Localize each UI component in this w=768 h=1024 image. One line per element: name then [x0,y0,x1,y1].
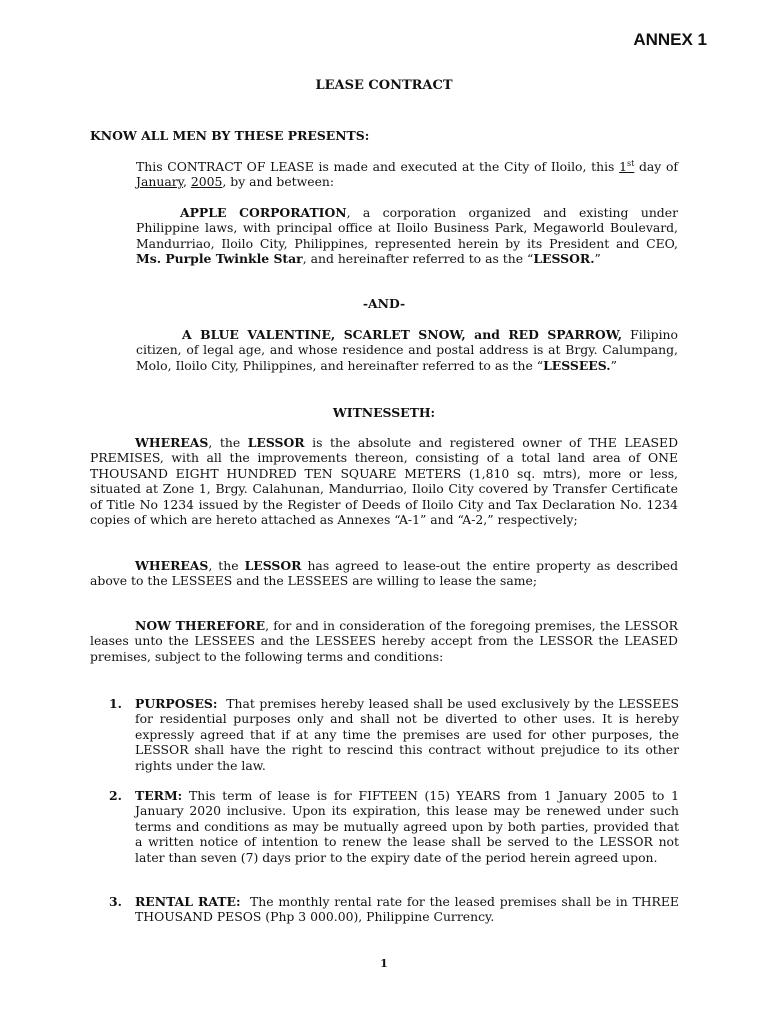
term-item-rental-rate [109,894,683,925]
whereas-paragraph-2: WHEREAS, the LESSOR has agreed to lease-out the entire property as described above to the LESSEES and the LESSEES are willing to lease the same; [90,558,679,589]
term-text: TERM: This term of lease is for FIFTEEN (15) YEARS from 1 January 2005 to 1 January 2020 inclusive. Upon its expiration, this lease may be renewed under such terms and conditions as may be mutually agreed upon by both parties, provided that a written notice of intention to renew the lease shall be served to the LESSOR not later than seven (7) days prior to the expiry date of the period herein agreed upon. [135,788,683,865]
term-number: 1. [109,696,122,711]
now-therefore-paragraph: NOW THEREFORE, for and in consideration of the foregoing premises, the LESSOR leases unto the LESSEES and the LESSEES hereby accept from the LESSOR the LEASED premises, subject to the following terms and conditions: [90,618,678,664]
term-text: PURPOSES: That premises hereby leased shall be used exclusively by the LESSEES for residential purposes only and shall not be diverted to other uses. It is hereby expressly agreed that if at any time the premises are used for other purposes, the LESSOR shall have the right to rescind this contract without prejudice to its other rights under the law. [135,696,683,773]
intro-heading: KNOW ALL MEN BY THESE PRESENTS: [90,128,370,143]
term-item-term [109,788,683,865]
annex-label: ANNEX 1 [633,30,707,49]
whereas-paragraph-1: WHEREAS, the LESSOR is the absolute and registered owner of THE LEASED PREMISES, with all the improvements thereon, consisting of a total land area of ONE THOUSAND EIGHT HUNDRED TEN SQUARE METERS (1,810 sq. mtrs), more or less, situated at Zone 1, Brgy. Calahunan, Mandurriao, Iloilo City covered by Transfer Certificate of Title No 1234 issued by the Register of Deeds of Iloilo City and Tax Declaration No. 1234 copies of which are hereto attached as Annexes “A-1” and “A-2,” respectively; [90,435,679,528]
lessees-paragraph: A BLUE VALENTINE, SCARLET SNOW, and RED SPARROW, Filipino citizen, of legal age, and whose residence and postal address is at Brgy. Calumpang, Molo, Iloilo City, Philippines, and hereinafter referred to as the “LESSEES.” [136,327,678,373]
term-number: 3. [109,894,122,909]
lessor-paragraph: APPLE CORPORATION, a corporation organized and existing under Philippine laws, with principal office at Iloilo Business Park, Megaworld Boulevard, Mandurriao, Iloilo City, Philippines, represented herein by its President and CEO, Ms. Purple Twinkle Star, and hereinafter referred to as the “LESSOR.” [136,205,678,267]
and-separator: -AND- [362,296,406,311]
witnesseth-heading: WITNESSETH: [332,405,436,420]
term-number: 2. [109,788,122,803]
term-text: RENTAL RATE: The monthly rental rate for the leased premises shall be in THREE THOUSAND PESOS (Php 3 000.00), Philippine Currency. [135,894,683,925]
term-item-purposes [109,696,683,773]
page-number: 1 [380,957,388,970]
opening-paragraph: This CONTRACT OF LEASE is made and executed at the City of Iloilo, this 1st day of January, 2005, by and between: [136,158,678,190]
document-title: LEASE CONTRACT [315,78,453,93]
